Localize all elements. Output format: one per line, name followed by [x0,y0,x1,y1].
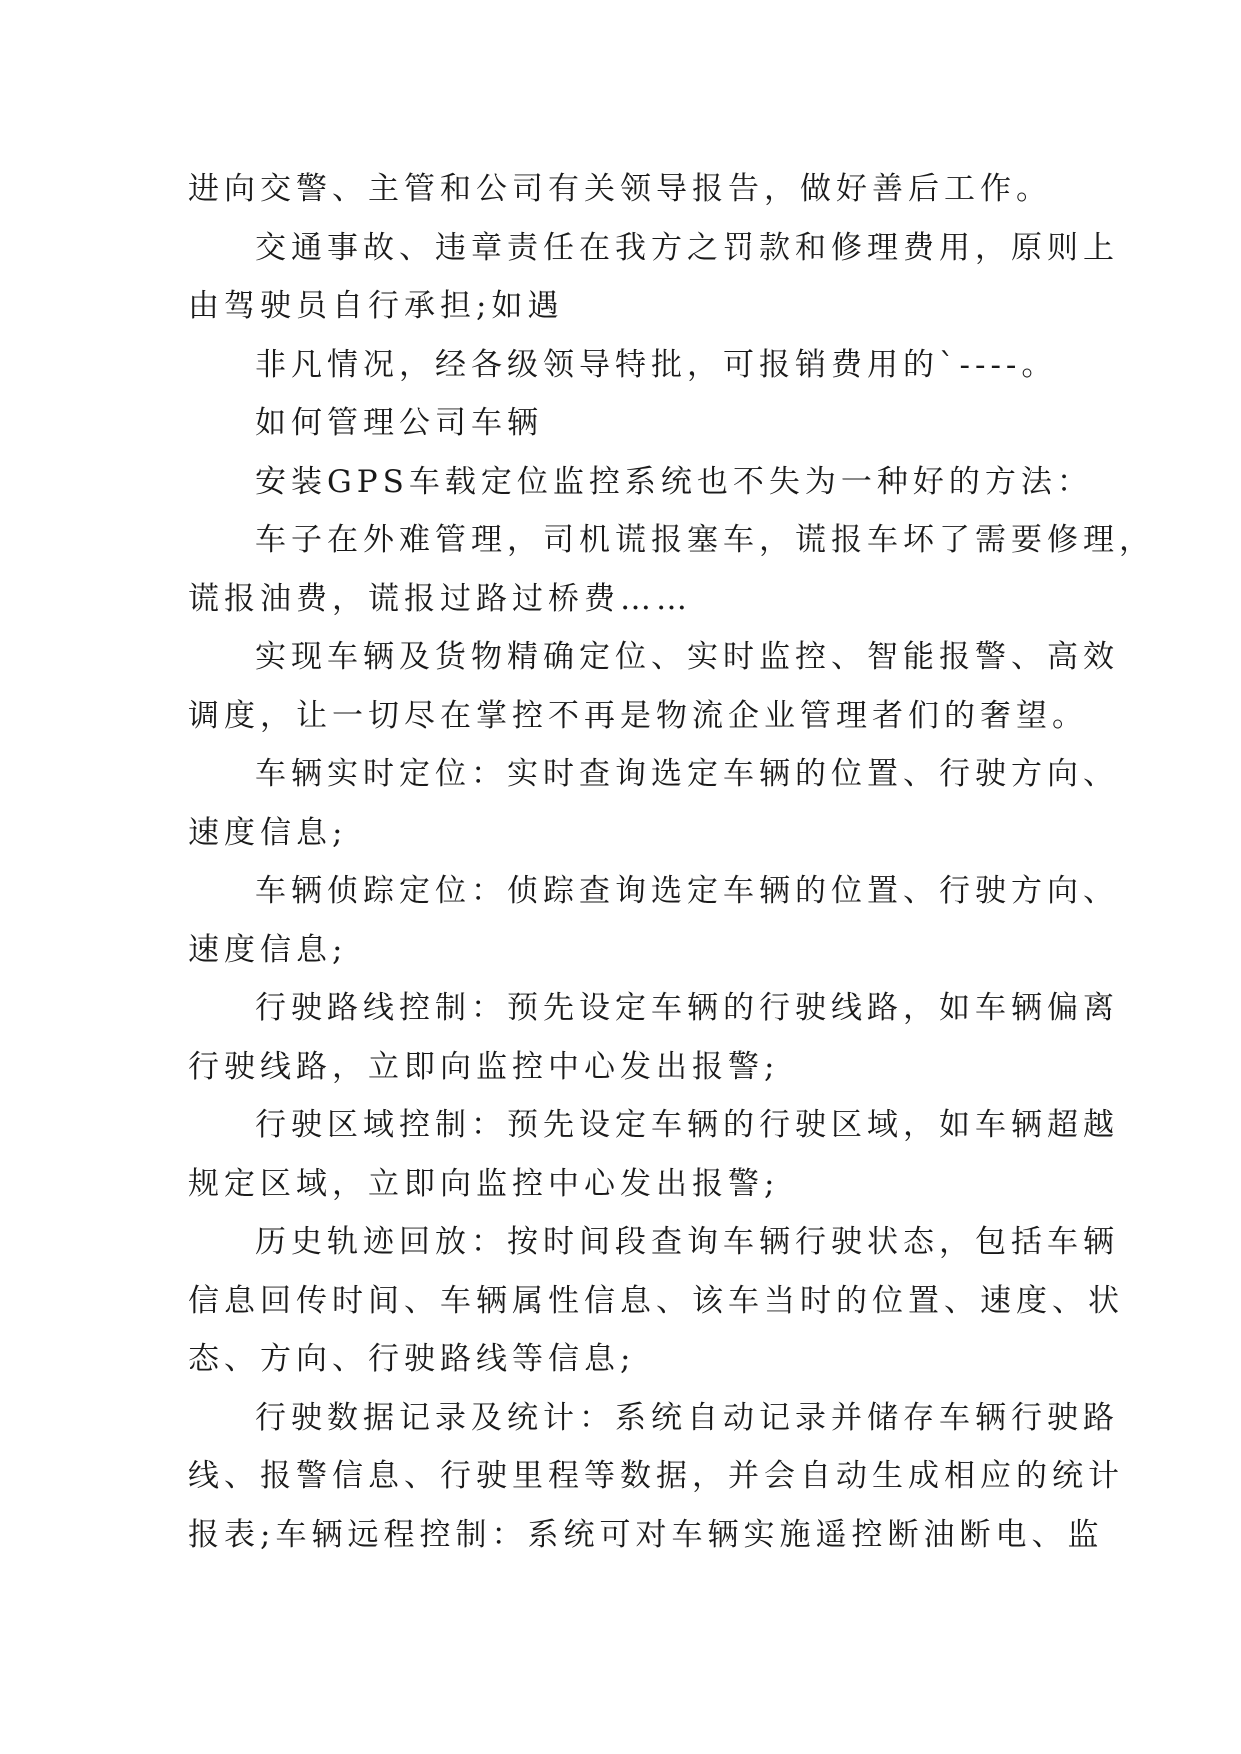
text-line: 历史轨迹回放：按时间段查询车辆行驶状态，包括车辆 [255,1224,1119,1260]
text-line: 速度信息; [188,814,348,851]
text-line: 交通事故、违章责任在我方之罚款和修理费用，原则上 [255,229,1119,266]
text-line: 如何管理公司车辆 [255,405,543,441]
text-line: 规定区域，立即向监控中心发出报警; [188,1165,780,1202]
text-line: 调度，让一切尽在掌控不再是物流企业管理者们的奢望。 [188,697,1088,734]
text-line: 行驶路线控制：预先设定车辆的行驶线路，如车辆偏离 [255,990,1119,1026]
text-line: 速度信息; [188,931,348,968]
text-line: 实现车辆及货物精确定位、实时监控、智能报警、高效 [255,639,1119,675]
text-line: 信息回传时间、车辆属性信息、该车当时的位置、速度、状 [188,1282,1124,1319]
text-line: 非凡情况，经各级领导特批，可报销费用的`----。 [255,346,1058,383]
text-line: 行驶区域控制：预先设定车辆的行驶区域，如车辆超越 [255,1107,1119,1143]
text-line: 行驶线路，立即向监控中心发出报警; [188,1048,780,1085]
document-body [188,160,1155,1564]
text-line: 报表;车辆远程控制：系统可对车辆实施遥控断油断电、监 [188,1516,1104,1553]
text-line: 车辆实时定位：实时查询选定车辆的位置、行驶方向、 [255,756,1119,792]
text-line: 线、报警信息、行驶里程等数据，并会自动生成相应的统计 [188,1458,1124,1494]
text-line: 车子在外难管理，司机谎报塞车，谎报车坏了需要修理， [255,522,1155,558]
text-line: 进向交警、主管和公司有关领导报告，做好善后工作。 [188,171,1052,207]
text-line: 由驾驶员自行承担;如遇 [188,288,564,324]
text-line: 行驶数据记录及统计：系统自动记录并储存车辆行驶路 [255,1399,1119,1436]
text-line: 态、方向、行驶路线等信息; [188,1341,636,1377]
text-line: 谎报油费，谎报过路过桥费…… [188,580,692,617]
text-line: 安装GPS车载定位监控系统也不失为一种好的方法： [255,463,1093,500]
text-line: 车辆侦踪定位：侦踪查询选定车辆的位置、行驶方向、 [255,873,1119,909]
